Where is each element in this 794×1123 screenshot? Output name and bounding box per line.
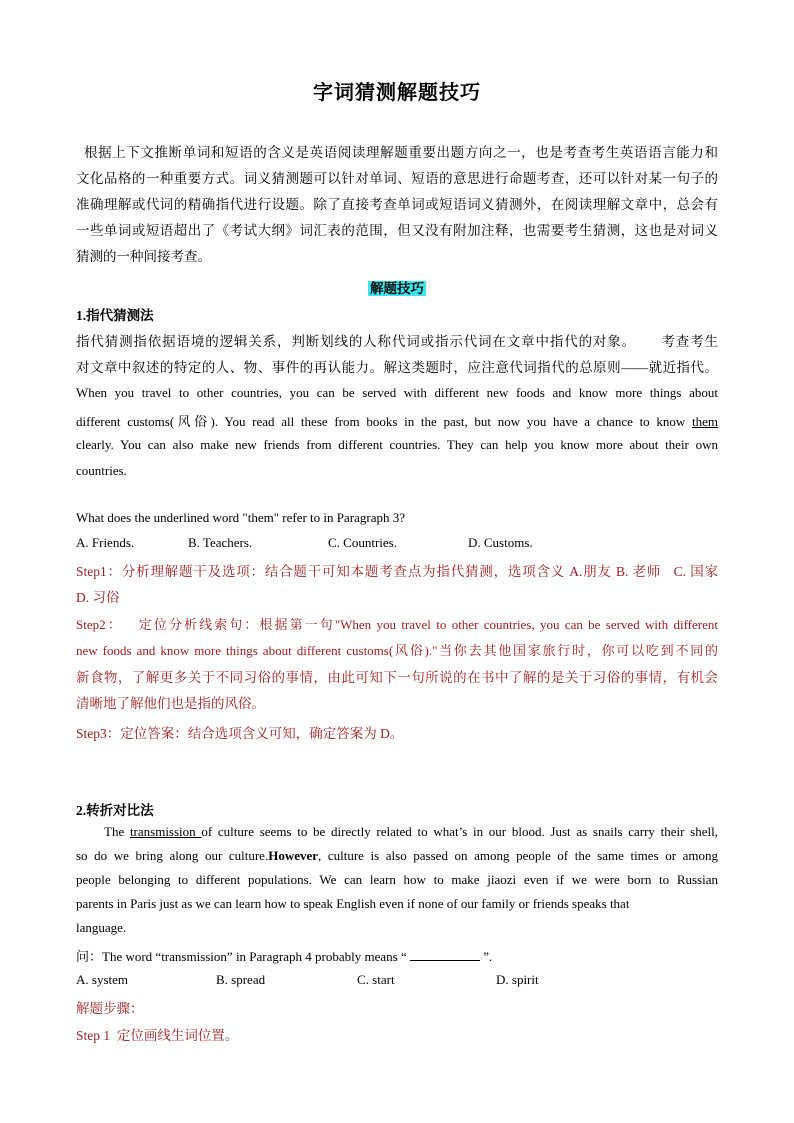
- s1-step1-line-2: D. 习俗: [76, 590, 120, 605]
- s1-step2-line-1: Step2： 定位分析线索句：根据第一句"When you travel to other countries, you can be served with different: [76, 617, 718, 632]
- underlined-word-transmission: transmission: [129, 824, 202, 839]
- section-label-highlight: 解题技巧: [370, 281, 424, 296]
- passage2-line-1-start: The: [104, 824, 130, 839]
- answer-blank: [410, 948, 480, 961]
- section1-heading: 1.指代猜测法: [76, 308, 154, 323]
- question2-text: 问：The word “transmission” in Paragraph 4 probably means “: [76, 949, 410, 964]
- passage2-line-2-end: , culture is also passed on among people of the same times or among: [318, 848, 718, 863]
- q1-option-b: B. Teachers.: [188, 535, 253, 550]
- passage2-line-2: [76, 848, 718, 864]
- q1-option-a: A. Friends.: [76, 535, 135, 550]
- q2-option-b: B. spread: [216, 972, 266, 987]
- s1-step2-line-4: 清晰地了解他们也是指的风俗。: [76, 696, 265, 711]
- passage2-line-5: language.: [76, 920, 127, 935]
- passage1-line-3: clearly. You can also make new friends from different countries. They can help you know more about their own: [76, 437, 718, 452]
- bold-word-however: However: [268, 848, 319, 863]
- q2-option-d: D. spirit: [496, 972, 539, 987]
- passage2-line-4: parents in Paris just as we can learn how to speak English even if none of our family or friends speaks that: [76, 896, 630, 911]
- intro-line-5: 猜测的一种间接考查。: [76, 249, 211, 264]
- s2-step1: Step 1 定位画线生词位置。: [76, 1028, 239, 1043]
- underlined-word-them: them: [692, 414, 718, 429]
- intro-line-2: 文化品格的一种重要方式。词义猜测题可以针对单词、短语的意思进行命题考查，还可以针对某一句子的: [76, 171, 718, 186]
- intro-line-1: 根据上下文推断单词和短语的含义是英语阅读理解题重要出题方向之一，也是考查考生英语语言能力和: [84, 145, 718, 160]
- intro-line-4: 一些单词或短语超出了《考试大纲》词汇表的范围，但又没有附加注释，也需要考生猜测，这也是对词义: [76, 223, 718, 238]
- passage2-line-3: people belonging to different populations. We can learn how to make jiaozi even if we were born to Russian: [76, 872, 718, 887]
- question1: What does the underlined word "them" refer to in Paragraph 3?: [76, 510, 405, 525]
- s1-step1-line-1: Step1：分析理解题干及选项：结合题干可知本题考查点为指代猜测，选项含义 A.朋友 B. 老师 C. 国家: [76, 564, 718, 579]
- passage2-line-1: [76, 824, 718, 840]
- q2-option-c: C. start: [357, 972, 395, 987]
- question2: [76, 946, 718, 965]
- section2-heading: 2.转折对比法: [76, 803, 154, 818]
- steps-label: 解题步骤：: [76, 1001, 144, 1016]
- intro-line-3: 准确理解或代词的精确指代进行设题。除了直接考查单词或短语词义猜测外，在阅读理解文章中，总会有: [76, 197, 718, 212]
- passage2-line-1-end: of culture seems to be directly related to what’s in our blood. Just as snails carry their shell,: [201, 824, 718, 839]
- passage1-line-1: When you travel to other countries, you can be served with different new foods and know more things about: [76, 385, 718, 400]
- section1-desc-line-1: 指代猜测指依据语境的逻辑关系，判断划线的人称代词或指示代词在文章中指代的对象。 考查考生: [76, 334, 718, 349]
- passage1-line-4: countries.: [76, 463, 127, 478]
- section-label: [76, 277, 718, 297]
- section1-desc-line-2: 对文章中叙述的特定的人、物、事件的再认能力。解这类题时，应注意代词指代的总原则——就近指代。: [76, 360, 718, 375]
- s1-step2-line-3: 新食物，了解更多关于不同习俗的事情，由此可知下一句所说的在书中了解的是关于习俗的事情，有机会: [76, 670, 718, 685]
- question2-end: ”.: [479, 949, 493, 964]
- page-title: 字词猜测解题技巧: [313, 82, 481, 104]
- q1-option-c: C. Countries.: [328, 535, 397, 550]
- passage1-line-2-text: different customs(风俗). You read all these from books in the past, but now you have a chance to know: [76, 414, 692, 429]
- q1-option-d: D. Customs.: [468, 535, 533, 550]
- q2-option-a: A. system: [76, 972, 128, 987]
- s1-step2-line-2: new foods and know more things about different customs(风俗)."当你去其他国家旅行时，你可以吃到不同的: [76, 643, 718, 658]
- s1-step3: Step3：定位答案：结合选项含义可知，确定答案为 D。: [76, 726, 404, 741]
- passage1-line-2: [76, 411, 718, 430]
- passage2-line-2-start: so do we bring along our culture.: [76, 848, 269, 863]
